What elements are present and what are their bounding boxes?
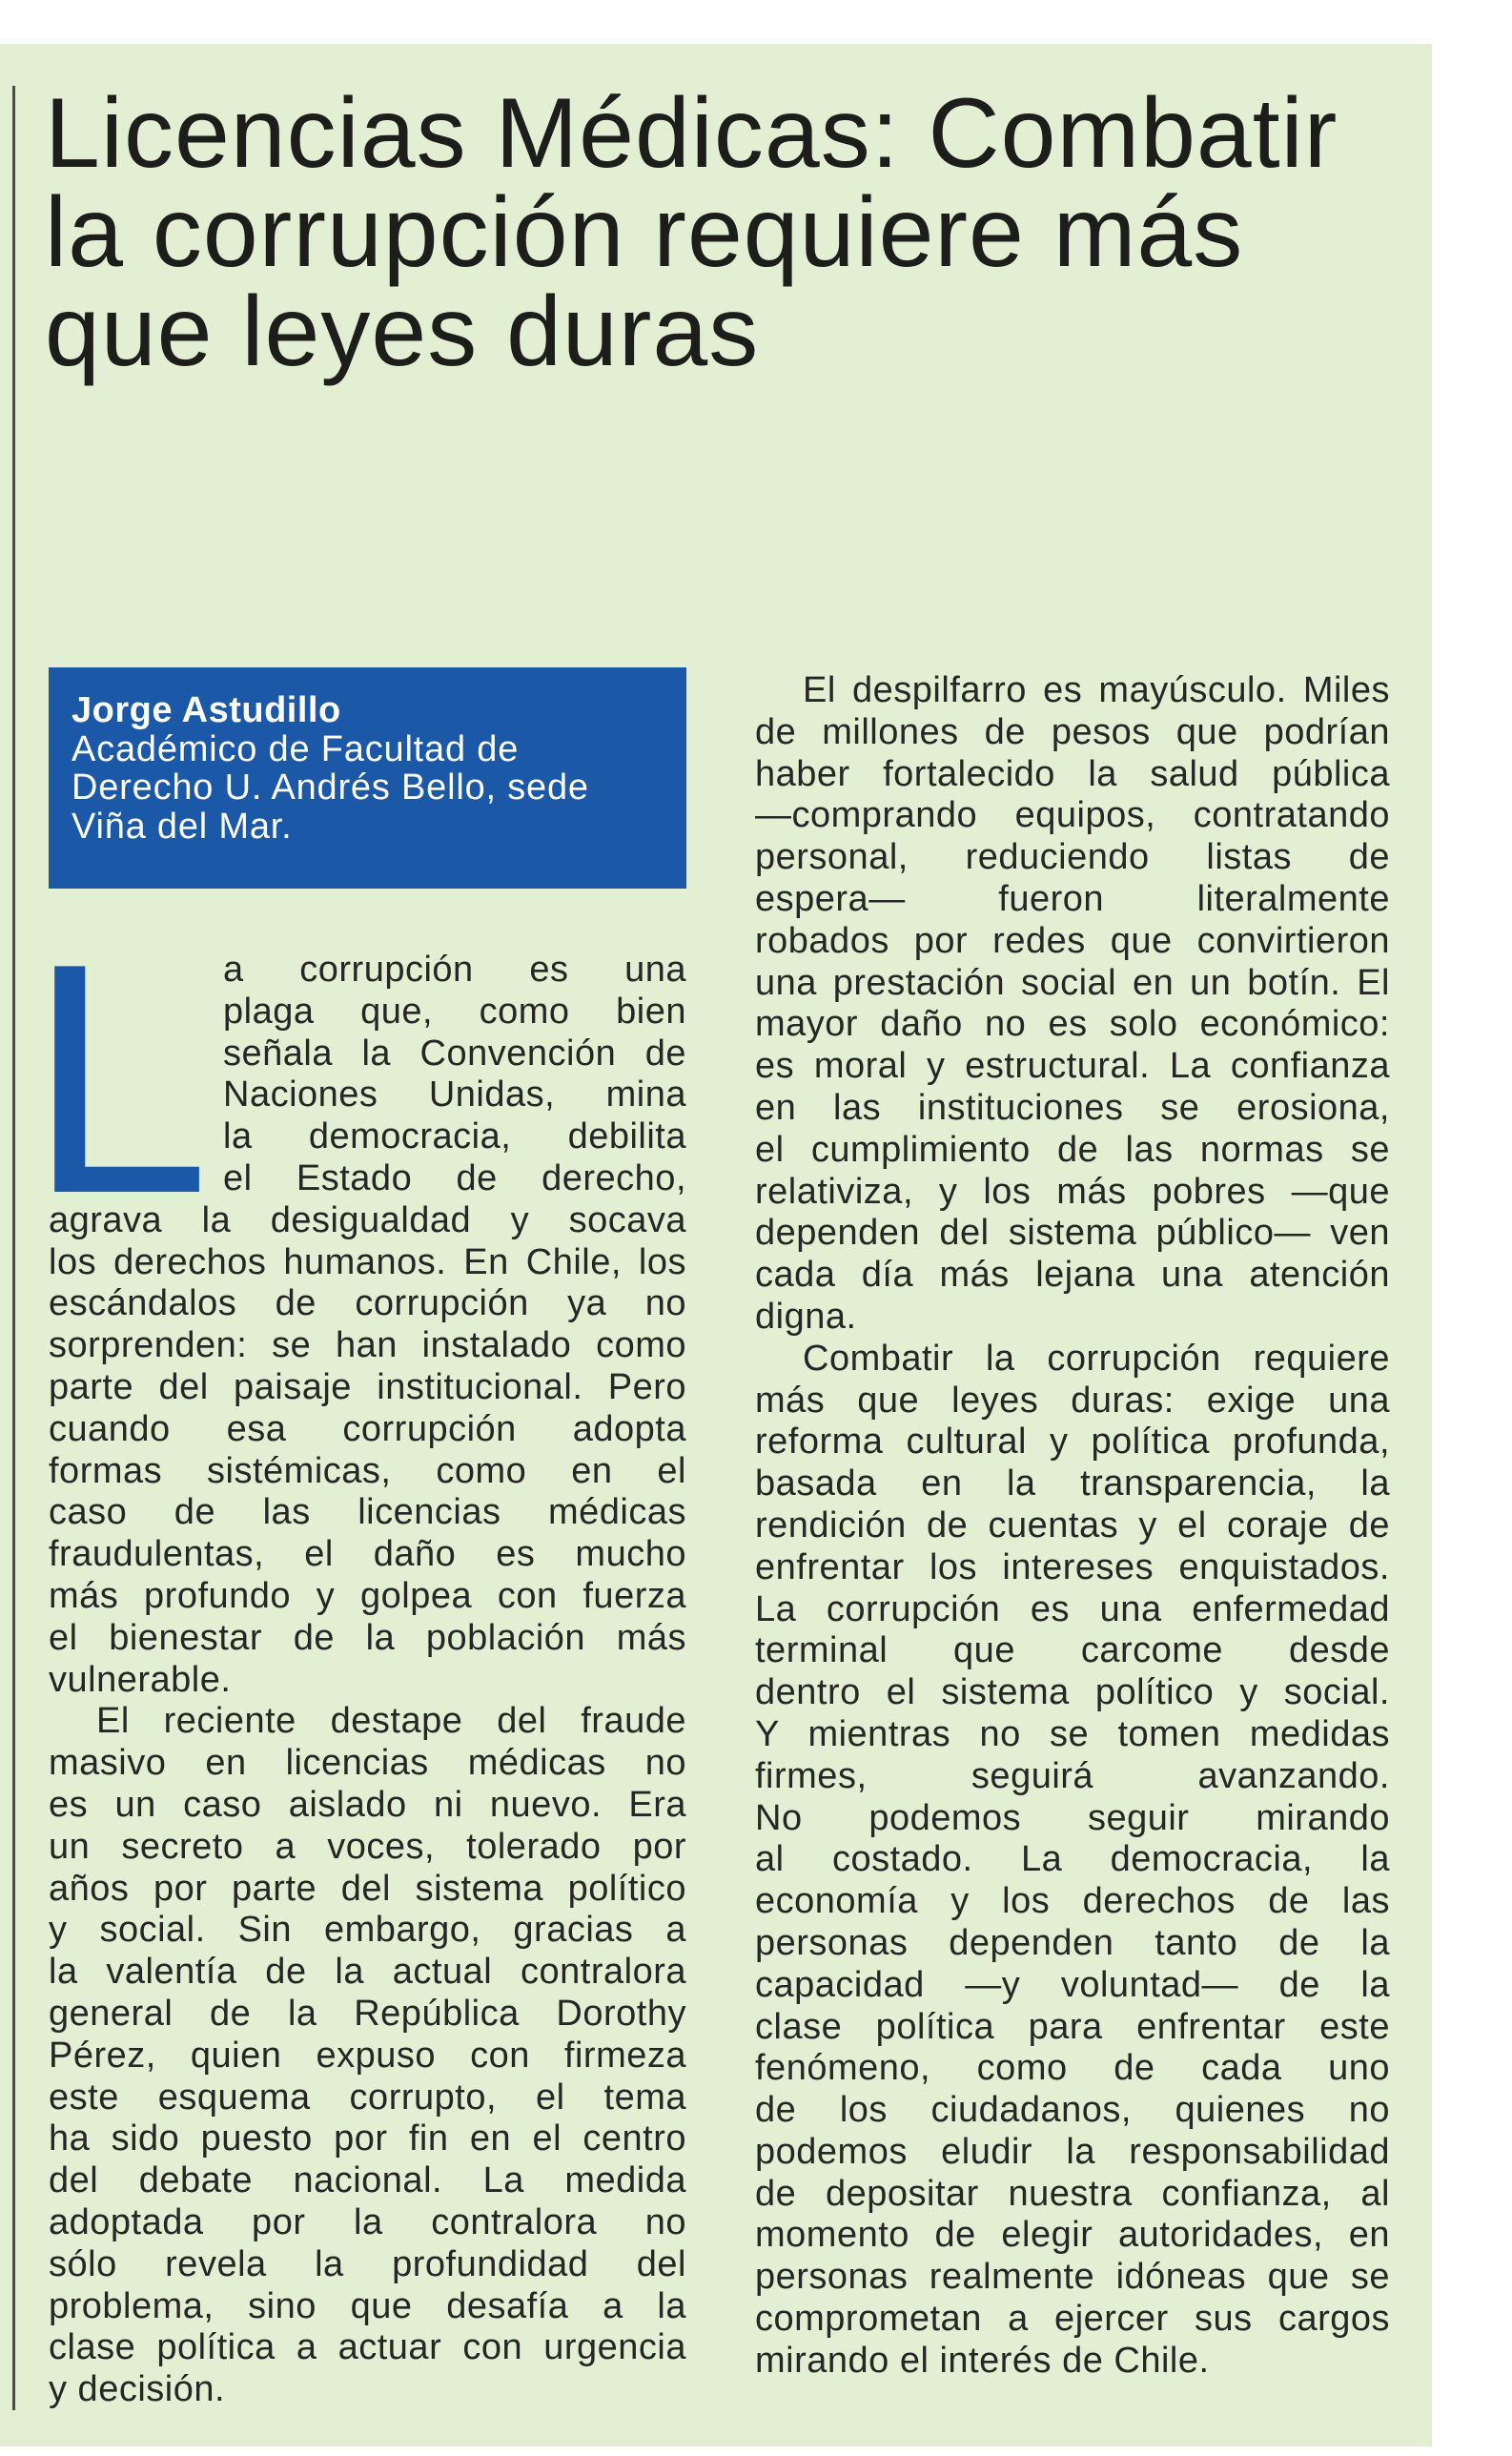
text-line: robados por redes que convirtieron [755,920,1390,961]
text-line: terminal que carcome desde [755,1630,1390,1671]
text-line: personal, reduciendo listas de [755,837,1390,878]
text-line: clase política a actuar con urgencia [49,2327,686,2368]
text-line: en las instituciones se erosiona, [755,1087,1390,1128]
text-line: El reciente destape del fraude [96,1701,686,1742]
text-line: escándalos de corrupción ya no [49,1283,686,1324]
text-line: comprometan a ejercer sus cargos [755,2299,1390,2340]
text-line: y decisión. [49,2369,226,2410]
headline-line: Licencias Médicas: Combatir [45,78,1338,189]
text-line: el bienestar de la población más [49,1617,686,1658]
text-line: sólo revela la profundidad del [49,2243,686,2284]
text-line: es un caso aislado ni nuevo. Era [49,1784,686,1825]
text-line: de millones de pesos que podrían [755,711,1390,752]
text-line: de los ciudadanos, quienes no [755,2090,1390,2131]
drop-cap: L [28,895,211,1261]
author-affiliation-line: Académico de Facultad de [72,728,520,769]
text-line: reforma cultural y política profunda, [755,1422,1390,1463]
text-line: El despilfarro es mayúsculo. Miles [803,670,1390,710]
text-line: y social. Sin embargo, gracias a [49,1910,686,1951]
text-line: parte del paisaje institucional. Pero [49,1366,686,1407]
text-line: general de la República Dorothy [49,1993,686,2034]
text-line: Combatir la corrupción requiere [803,1338,1390,1379]
paragraph [755,670,1390,1339]
text-line: al costado. La democracia, la [755,1839,1390,1880]
text-line: La corrupción es una enfermedad [755,1588,1390,1629]
text-line: podemos eludir la responsabilidad [755,2131,1390,2172]
text-line: No podemos seguir mirando [755,1797,1390,1838]
text-line: caso de las licencias médicas [49,1492,686,1533]
text-line: plaga que, como bien [223,991,686,1032]
text-line: el Estado de derecho, [223,1157,686,1198]
text-line: a corrupción es una [223,950,686,990]
text-line: dentro el sistema político y social. [755,1672,1390,1713]
text-line: cuando esa corrupción adopta [49,1408,686,1449]
text-line: adoptada por la contralora no [49,2201,686,2242]
text-line: Naciones Unidas, mina [223,1074,686,1115]
left-column [49,950,686,2411]
right-column [755,670,1390,2383]
text-line: un secreto a voces, tolerado por [49,1826,686,1867]
text-line: —comprando equipos, contratando [755,795,1390,836]
text-line: clase política para enfrentar este [755,2006,1390,2047]
text-line: firmes, seguirá avanzando. [755,1755,1390,1796]
text-line: sorprenden: se han instalado como [49,1325,686,1366]
text-line: vulnerable. [49,1659,232,1700]
text-line: el cumplimiento de las normas se [755,1129,1390,1170]
text-line: mirando el interés de Chile. [755,2340,1210,2381]
paragraph [49,1701,686,2411]
text-line: este esquema corrupto, el tema [49,2077,686,2118]
text-line: años por parte del sistema político [49,1868,686,1909]
headline-line: que leyes duras [45,276,760,387]
text-line: la democracia, debilita [223,1116,686,1157]
text-line: fraudulentas, el daño es mucho [49,1534,686,1575]
text-line: Y mientras no se tomen medidas [755,1713,1390,1754]
text-line: señala la Convención de [223,1033,686,1074]
text-line: basada en la transparencia, la [755,1463,1390,1504]
text-line: enfrentar los intereses enquistados. [755,1546,1390,1587]
text-line: cada día más lejana una atención [755,1255,1390,1296]
text-line: los derechos humanos. En Chile, los [49,1241,686,1282]
text-line: economía y los derechos de las [755,1881,1390,1922]
text-line: masivo en licencias médicas no [49,1743,686,1784]
text-line: ha sido puesto por fin en el centro [49,2118,686,2159]
text-line: la valentía de la actual contralora [49,1952,686,1993]
author-affiliation-line: Viña del Mar. [72,807,293,848]
text-line: relativiza, y los más pobres —que [755,1171,1390,1212]
headline [45,78,1399,387]
author-name: Jorge Astudillo [72,690,341,730]
text-line: más que leyes duras: exige una [755,1380,1390,1421]
text-line: es moral y estructural. La confianza [755,1046,1390,1087]
text-line: problema, sino que desafía a la [49,2285,686,2326]
text-line: haber fortalecido la salud pública [755,753,1390,794]
text-line: fenómeno, como de cada uno [755,2048,1390,2089]
text-line: personas dependen tanto de la [755,1922,1390,1963]
text-line: momento de elegir autoridades, en [755,2215,1390,2256]
text-line: más profundo y golpea con fuerza [49,1575,686,1616]
paragraph [49,950,686,1701]
text-line: mayor daño no es solo económico: [755,1004,1390,1045]
text-line: del debate nacional. La medida [49,2160,686,2201]
text-line: Pérez, quien expuso con firmeza [49,2035,686,2076]
text-line: de depositar nuestra confianza, al [755,2173,1390,2214]
left-margin-rule [12,86,15,2410]
text-line: capacidad —y voluntad— de la [755,1964,1390,2005]
text-line: personas realmente idóneas que se [755,2257,1390,2298]
headline-line: la corrupción requiere más [45,177,1244,288]
author-affiliation-line: Derecho U. Andrés Bello, sede [72,768,589,808]
author-box [49,667,686,889]
text-line: formas sistémicas, como en el [49,1450,686,1491]
paragraph [755,1339,1390,2383]
text-line: espera— fueron literalmente [755,878,1390,919]
text-line: una prestación social en un botín. El [755,962,1390,1003]
text-line: dependen del sistema público— ven [755,1213,1390,1254]
text-line: digna. [755,1296,857,1337]
text-line: agrava la desigualdad y socava [49,1199,686,1240]
text-line: rendición de cuentas y el coraje de [755,1504,1390,1545]
